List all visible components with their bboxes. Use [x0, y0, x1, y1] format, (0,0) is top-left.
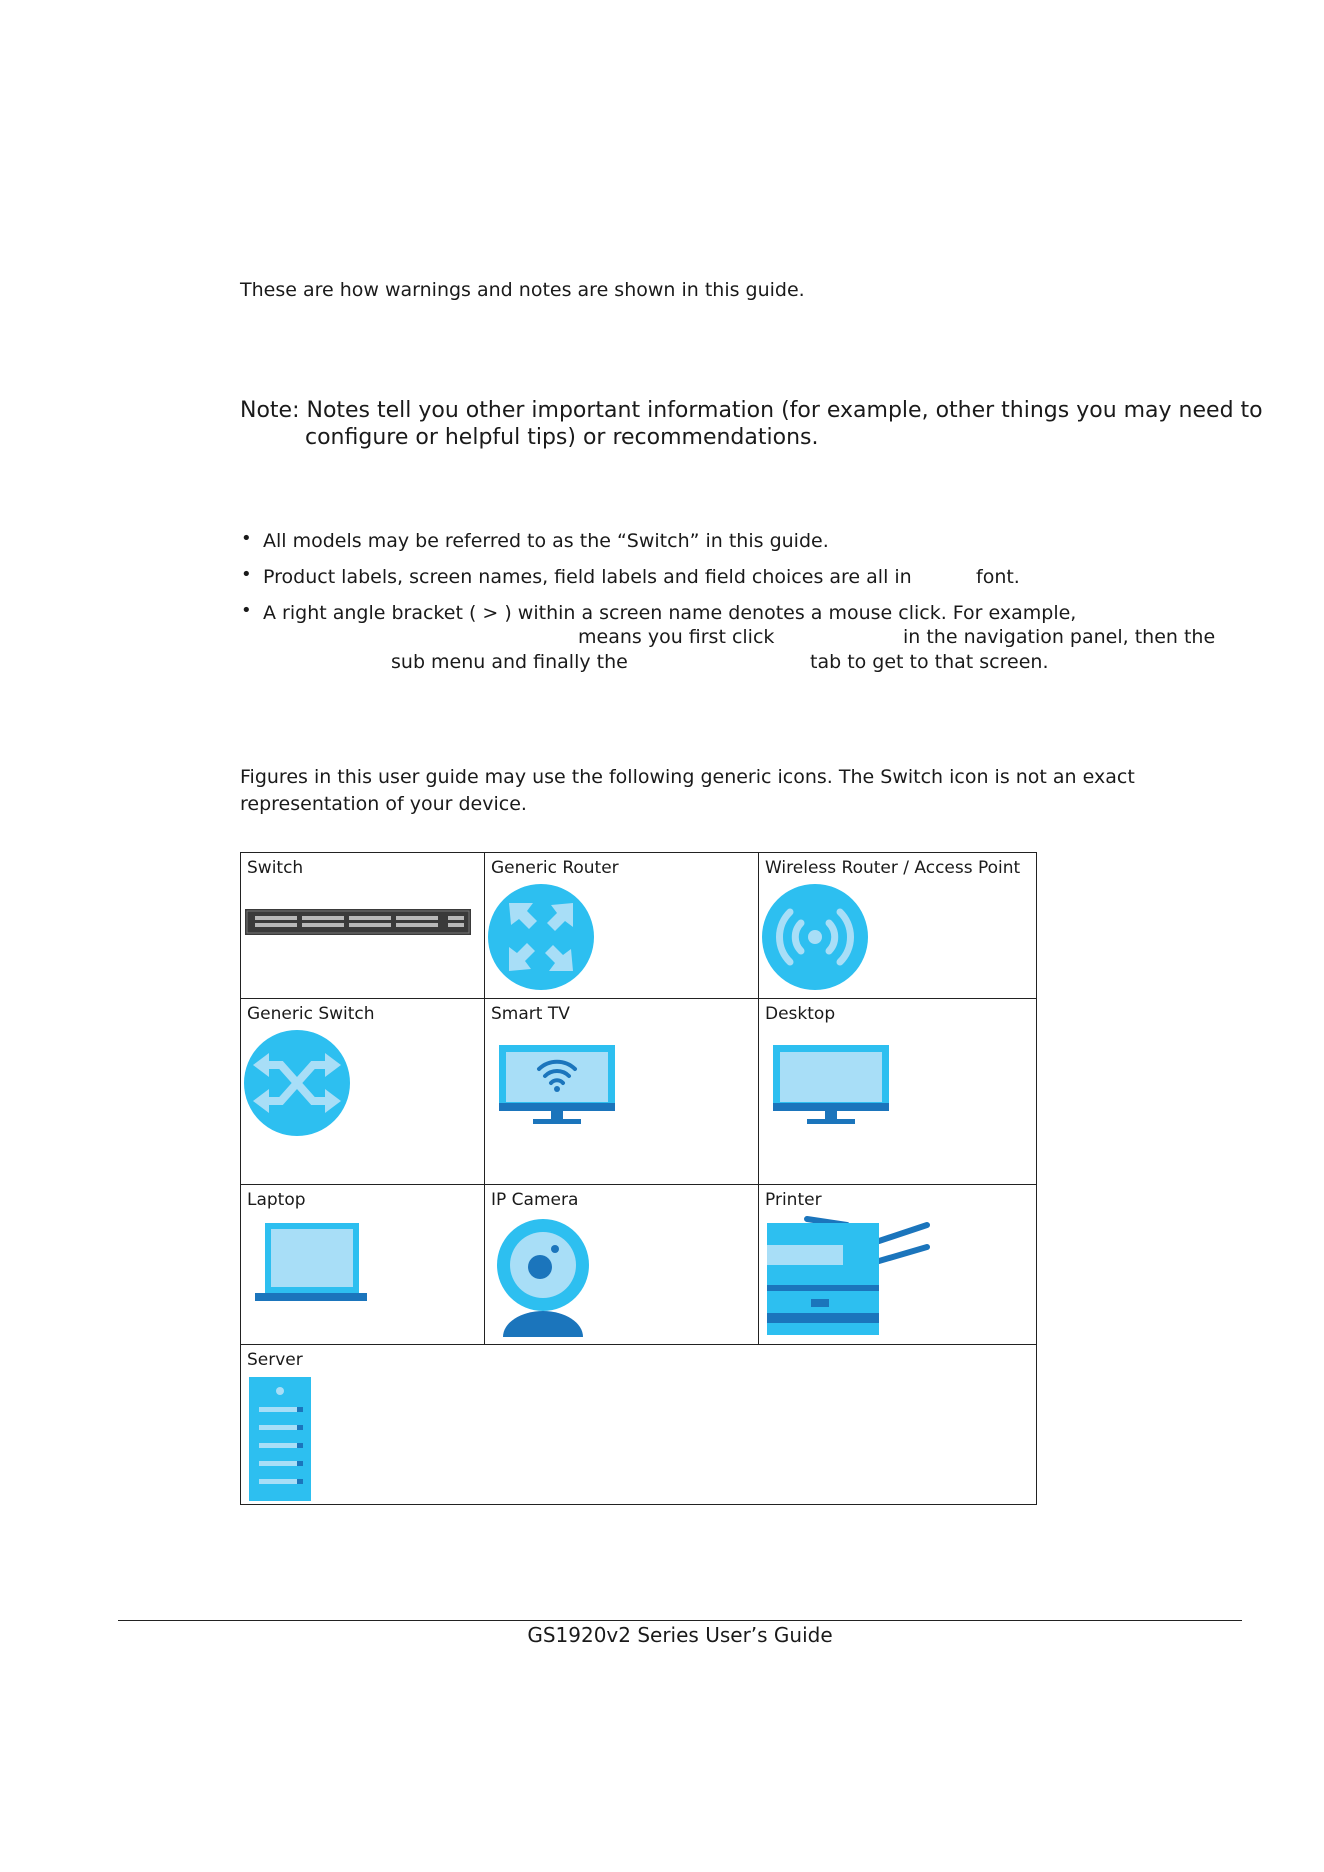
cell-ip-camera [485, 1185, 759, 1345]
label-smart-tv: Smart TV [491, 1004, 570, 1024]
cell-generic-router [485, 853, 759, 999]
cell-smart-tv [485, 999, 759, 1185]
cell-generic-switch [241, 999, 485, 1185]
bullet-2-tail: font. [976, 566, 1020, 588]
cell-desktop [759, 999, 1037, 1185]
label-generic-router: Generic Router [491, 858, 619, 878]
figures-intro-line-2: representation of your device. [240, 793, 527, 815]
wireless-router-icon [761, 883, 869, 991]
label-server: Server [247, 1350, 303, 1370]
bullet-3-part-b: in the navigation panel, then the [903, 626, 1216, 648]
generic-switch-icon [243, 1029, 351, 1137]
footer-rule [118, 1620, 1242, 1621]
bullet-3-part-c: sub menu and finally the [391, 651, 628, 673]
cell-laptop [241, 1185, 485, 1345]
note-line-1: Note: Notes tell you other important information (for example, other things you may need to [240, 398, 1263, 423]
footer-title: GS1920v2 Series User’s Guide [527, 1623, 833, 1647]
ip-camera-icon [495, 1217, 591, 1337]
label-generic-switch: Generic Switch [247, 1004, 375, 1024]
bullet-3-line-1: A right angle bracket ( > ) within a screen name denotes a mouse click. For example, [263, 602, 1077, 624]
bullet-2: Product labels, screen names, field labels and field choices are all in [263, 566, 912, 588]
server-icon [249, 1377, 311, 1501]
note-line-2: configure or helpful tips) or recommendations. [305, 425, 819, 450]
generic-icons-table [240, 852, 1037, 1505]
label-wireless-router: Wireless Router / Access Point [765, 858, 1021, 878]
label-printer: Printer [765, 1190, 822, 1210]
printer-icon [767, 1215, 937, 1337]
label-switch: Switch [247, 858, 304, 878]
label-ip-camera: IP Camera [491, 1190, 579, 1210]
cell-printer [759, 1185, 1037, 1345]
desktop-icon [773, 1045, 889, 1125]
bullet-3-part-a: means you first click [578, 626, 775, 648]
cell-switch [241, 853, 485, 999]
bullet-dot: • [241, 528, 252, 549]
bullet-dot: • [241, 600, 252, 621]
figures-intro-line-1: Figures in this user guide may use the following generic icons. The Switch icon is not an exact [240, 766, 1135, 788]
cell-wireless-router [759, 853, 1037, 999]
label-desktop: Desktop [765, 1004, 836, 1024]
label-laptop: Laptop [247, 1190, 306, 1210]
bullet-dot: • [241, 564, 252, 585]
bullet-3-part-d: tab to get to that screen. [810, 651, 1049, 673]
router-icon [487, 883, 595, 991]
smart-tv-icon [499, 1045, 615, 1125]
intro-text: These are how warnings and notes are shown in this guide. [240, 279, 805, 301]
laptop-icon [255, 1223, 367, 1303]
cell-server [241, 1345, 1037, 1505]
switch-icon [245, 909, 471, 935]
bullet-1: All models may be referred to as the “Switch” in this guide. [263, 530, 829, 552]
